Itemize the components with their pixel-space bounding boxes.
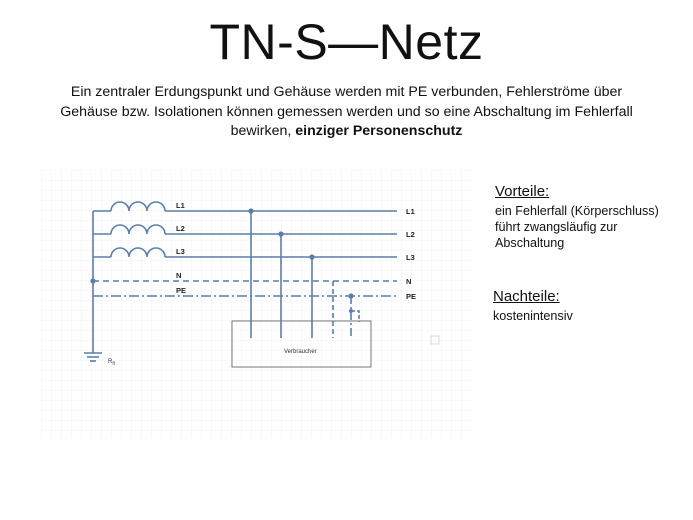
ground-label-sub: B: [112, 360, 116, 366]
right-label-l3: L3: [406, 253, 415, 262]
intro-text: [60, 83, 633, 142]
left-label-l2: L2: [176, 224, 185, 233]
left-label-pe: PE: [176, 286, 187, 295]
junction-l1: [248, 208, 253, 213]
junction-star: [90, 278, 95, 283]
cons-body: kostenintensiv: [493, 309, 573, 323]
right-label-pe: PE: [406, 292, 417, 301]
ground-label-main: R: [108, 359, 113, 365]
pros-body: ein Fehlerfall (Körperschluss) führt zwangsläufig zur Abschaltung: [495, 204, 659, 251]
left-label-l1: L1: [176, 201, 185, 210]
cons-title: Nachteile:: [493, 288, 560, 305]
junction-pe: [348, 293, 353, 298]
right-label-n: N: [406, 277, 412, 286]
left-label-l3: L3: [176, 247, 185, 256]
left-label-n: N: [176, 271, 182, 280]
right-label-l1: L1: [406, 207, 415, 216]
ground-label: [108, 359, 115, 366]
junction-pe-housing: [349, 309, 353, 313]
tn-s-diagram: [41, 170, 471, 438]
right-label-l2: L2: [406, 230, 415, 239]
junction-l3: [309, 254, 314, 259]
intro-text-regular: Ein zentraler Erdungspunkt und Gehäuse werden mit PE verbunden, Fehlerströme über Gehäuse bzw. Isolationen können gemessen werden und so eine Abschaltung im Fehlerfall bewirken,: [60, 84, 633, 139]
junction-l2: [278, 231, 283, 236]
pros-title: Vorteile:: [495, 183, 550, 200]
intro-text-bold: einziger Personenschutz: [295, 123, 463, 139]
load-label: Verbraucher: [284, 349, 317, 355]
slide-title: TN-S—Netz: [209, 14, 484, 70]
tn-s-diagram-svg: [41, 170, 471, 438]
